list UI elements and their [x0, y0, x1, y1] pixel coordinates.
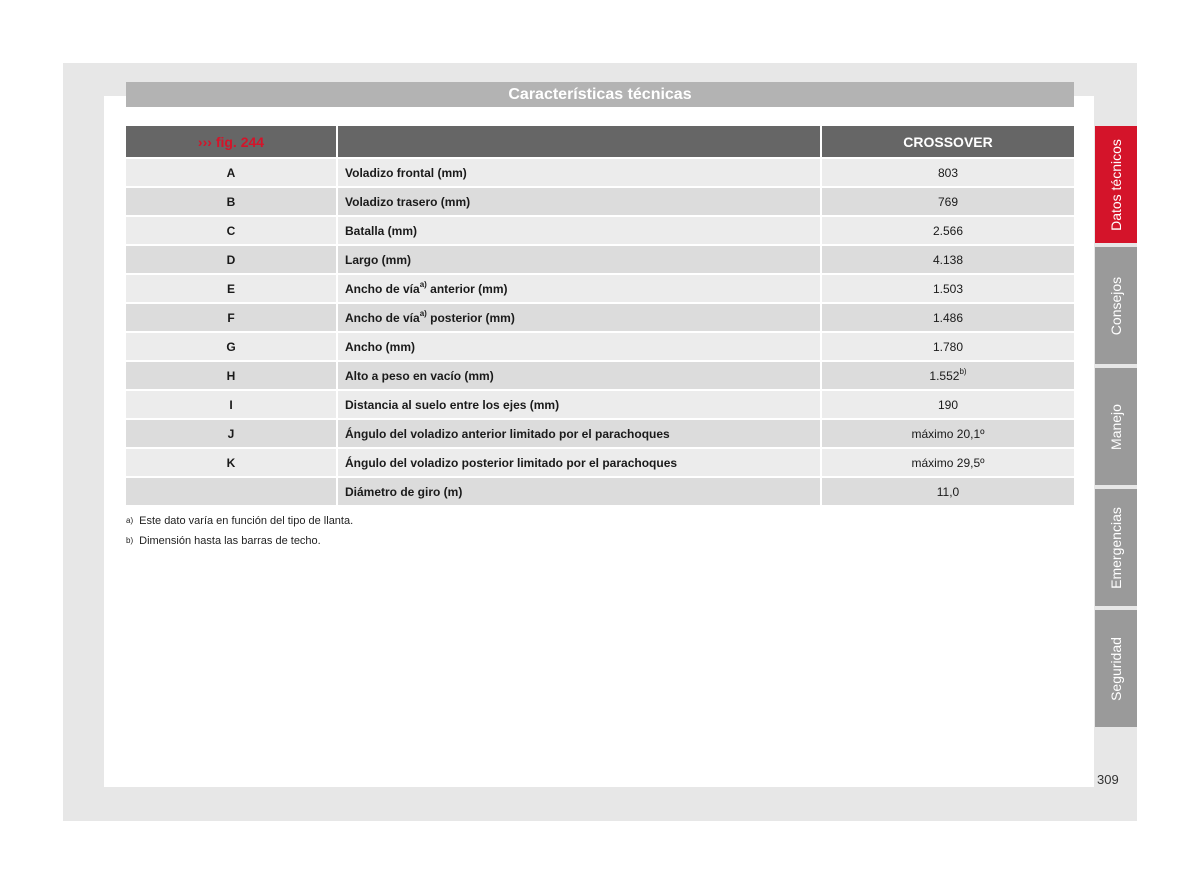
tab-manejo[interactable] — [1095, 368, 1137, 485]
row-label — [338, 188, 822, 217]
row-value — [822, 188, 1074, 217]
label-text: Voladizo frontal (mm) — [345, 165, 467, 180]
row-key: K — [126, 449, 338, 478]
row-label — [338, 362, 822, 391]
value-text: 2.566 — [932, 223, 964, 238]
row-label — [338, 159, 822, 188]
row-label — [338, 391, 822, 420]
table-row — [126, 449, 1074, 478]
footnote-text: Este dato varía en función del tipo de llanta. — [139, 515, 354, 527]
row-value — [822, 217, 1074, 246]
table-row — [126, 159, 1074, 188]
label-text: Diámetro de giro (m) — [345, 484, 463, 499]
row-key: D — [126, 246, 338, 275]
row-key: J — [126, 420, 338, 449]
value-text: máximo 29,5º — [911, 455, 985, 470]
tab-emergencias[interactable] — [1095, 489, 1137, 606]
header-description — [338, 126, 822, 159]
row-label — [338, 420, 822, 449]
table-header-row — [126, 126, 1074, 159]
row-value — [822, 159, 1074, 188]
row-key: G — [126, 333, 338, 362]
dimensions-table — [126, 126, 1074, 507]
label-text-after: posterior (mm) — [426, 310, 515, 325]
row-value — [822, 304, 1074, 333]
table-row — [126, 275, 1074, 304]
row-key: C — [126, 217, 338, 246]
row-key: F — [126, 304, 338, 333]
tab-label: Emergencias — [1108, 506, 1125, 589]
value-text: 1.780 — [932, 339, 964, 354]
label-text-after: anterior (mm) — [426, 281, 508, 296]
figure-reference[interactable] — [126, 126, 338, 159]
tab-label: Consejos — [1108, 276, 1124, 335]
footnote — [126, 534, 353, 554]
label-text: Ángulo del voladizo posterior limitado por el parachoques — [345, 455, 678, 470]
footnote-text: Dimensión hasta las barras de techo. — [139, 535, 321, 547]
label-text: Largo (mm) — [345, 252, 411, 267]
tab-seguridad[interactable] — [1095, 610, 1137, 727]
tab-label: Manejo — [1108, 403, 1125, 450]
label-text: Alto a peso en vacío (mm) — [345, 368, 494, 383]
row-label — [338, 478, 822, 507]
value-text: 4.138 — [932, 252, 964, 267]
label-text: Ancho de vía — [345, 281, 420, 296]
row-value — [822, 391, 1074, 420]
row-key: E — [126, 275, 338, 304]
label-text: Ancho (mm) — [345, 339, 415, 354]
value-text: 1.552 — [929, 368, 960, 383]
tab-consejos[interactable] — [1095, 247, 1137, 364]
table-row — [126, 420, 1074, 449]
label-text: Batalla (mm) — [345, 223, 418, 238]
row-label — [338, 246, 822, 275]
row-value — [822, 478, 1074, 507]
row-value — [822, 333, 1074, 362]
row-value — [822, 275, 1074, 304]
row-label — [338, 304, 822, 333]
tab-label: Datos técnicos — [1108, 138, 1125, 231]
value-text: 1.503 — [932, 281, 964, 296]
value-text: 803 — [937, 165, 959, 180]
reference-arrows-icon: ››› — [197, 133, 212, 150]
label-text: Ángulo del voladizo anterior limitado por el parachoques — [345, 426, 670, 441]
table-row — [126, 333, 1074, 362]
page-number: 309 — [1097, 772, 1119, 787]
table-row — [126, 391, 1074, 420]
row-label — [338, 275, 822, 304]
value-text: 1.486 — [932, 310, 964, 325]
label-text: Voladizo trasero (mm) — [345, 194, 471, 209]
row-value — [822, 246, 1074, 275]
table-row — [126, 304, 1074, 333]
row-label — [338, 449, 822, 478]
value-text: 769 — [937, 194, 959, 209]
label-text: Distancia al suelo entre los ejes (mm) — [345, 397, 560, 412]
row-key — [126, 478, 338, 507]
value-text: 190 — [937, 397, 959, 412]
figure-link[interactable]: fig. 244 — [215, 133, 265, 150]
table-row — [126, 362, 1074, 391]
table-row — [126, 478, 1074, 507]
label-text: Ancho de vía — [345, 310, 420, 325]
table-row — [126, 217, 1074, 246]
row-key: H — [126, 362, 338, 391]
row-label — [338, 217, 822, 246]
value-text: máximo 20,1º — [911, 426, 985, 441]
value-footnote-mark: b) — [959, 366, 967, 376]
footnote-mark: a) — [126, 516, 134, 525]
row-value — [822, 420, 1074, 449]
table-row — [126, 246, 1074, 275]
row-key: A — [126, 159, 338, 188]
row-key: I — [126, 391, 338, 420]
header-crossover: CROSSOVER — [822, 126, 1074, 159]
tab-datos-tecnicos[interactable] — [1095, 126, 1137, 243]
label-footnote-mark: a) — [419, 279, 427, 289]
label-footnote-mark: a) — [419, 308, 427, 318]
section-title: Características técnicas — [126, 82, 1074, 107]
footnote-mark: b) — [126, 536, 134, 545]
table-row — [126, 188, 1074, 217]
footnote — [126, 514, 353, 534]
row-value — [822, 449, 1074, 478]
footnotes — [126, 514, 353, 554]
tab-label: Seguridad — [1108, 636, 1125, 701]
row-key: B — [126, 188, 338, 217]
value-text: 11,0 — [936, 484, 960, 499]
row-value — [822, 362, 1074, 391]
row-label — [338, 333, 822, 362]
